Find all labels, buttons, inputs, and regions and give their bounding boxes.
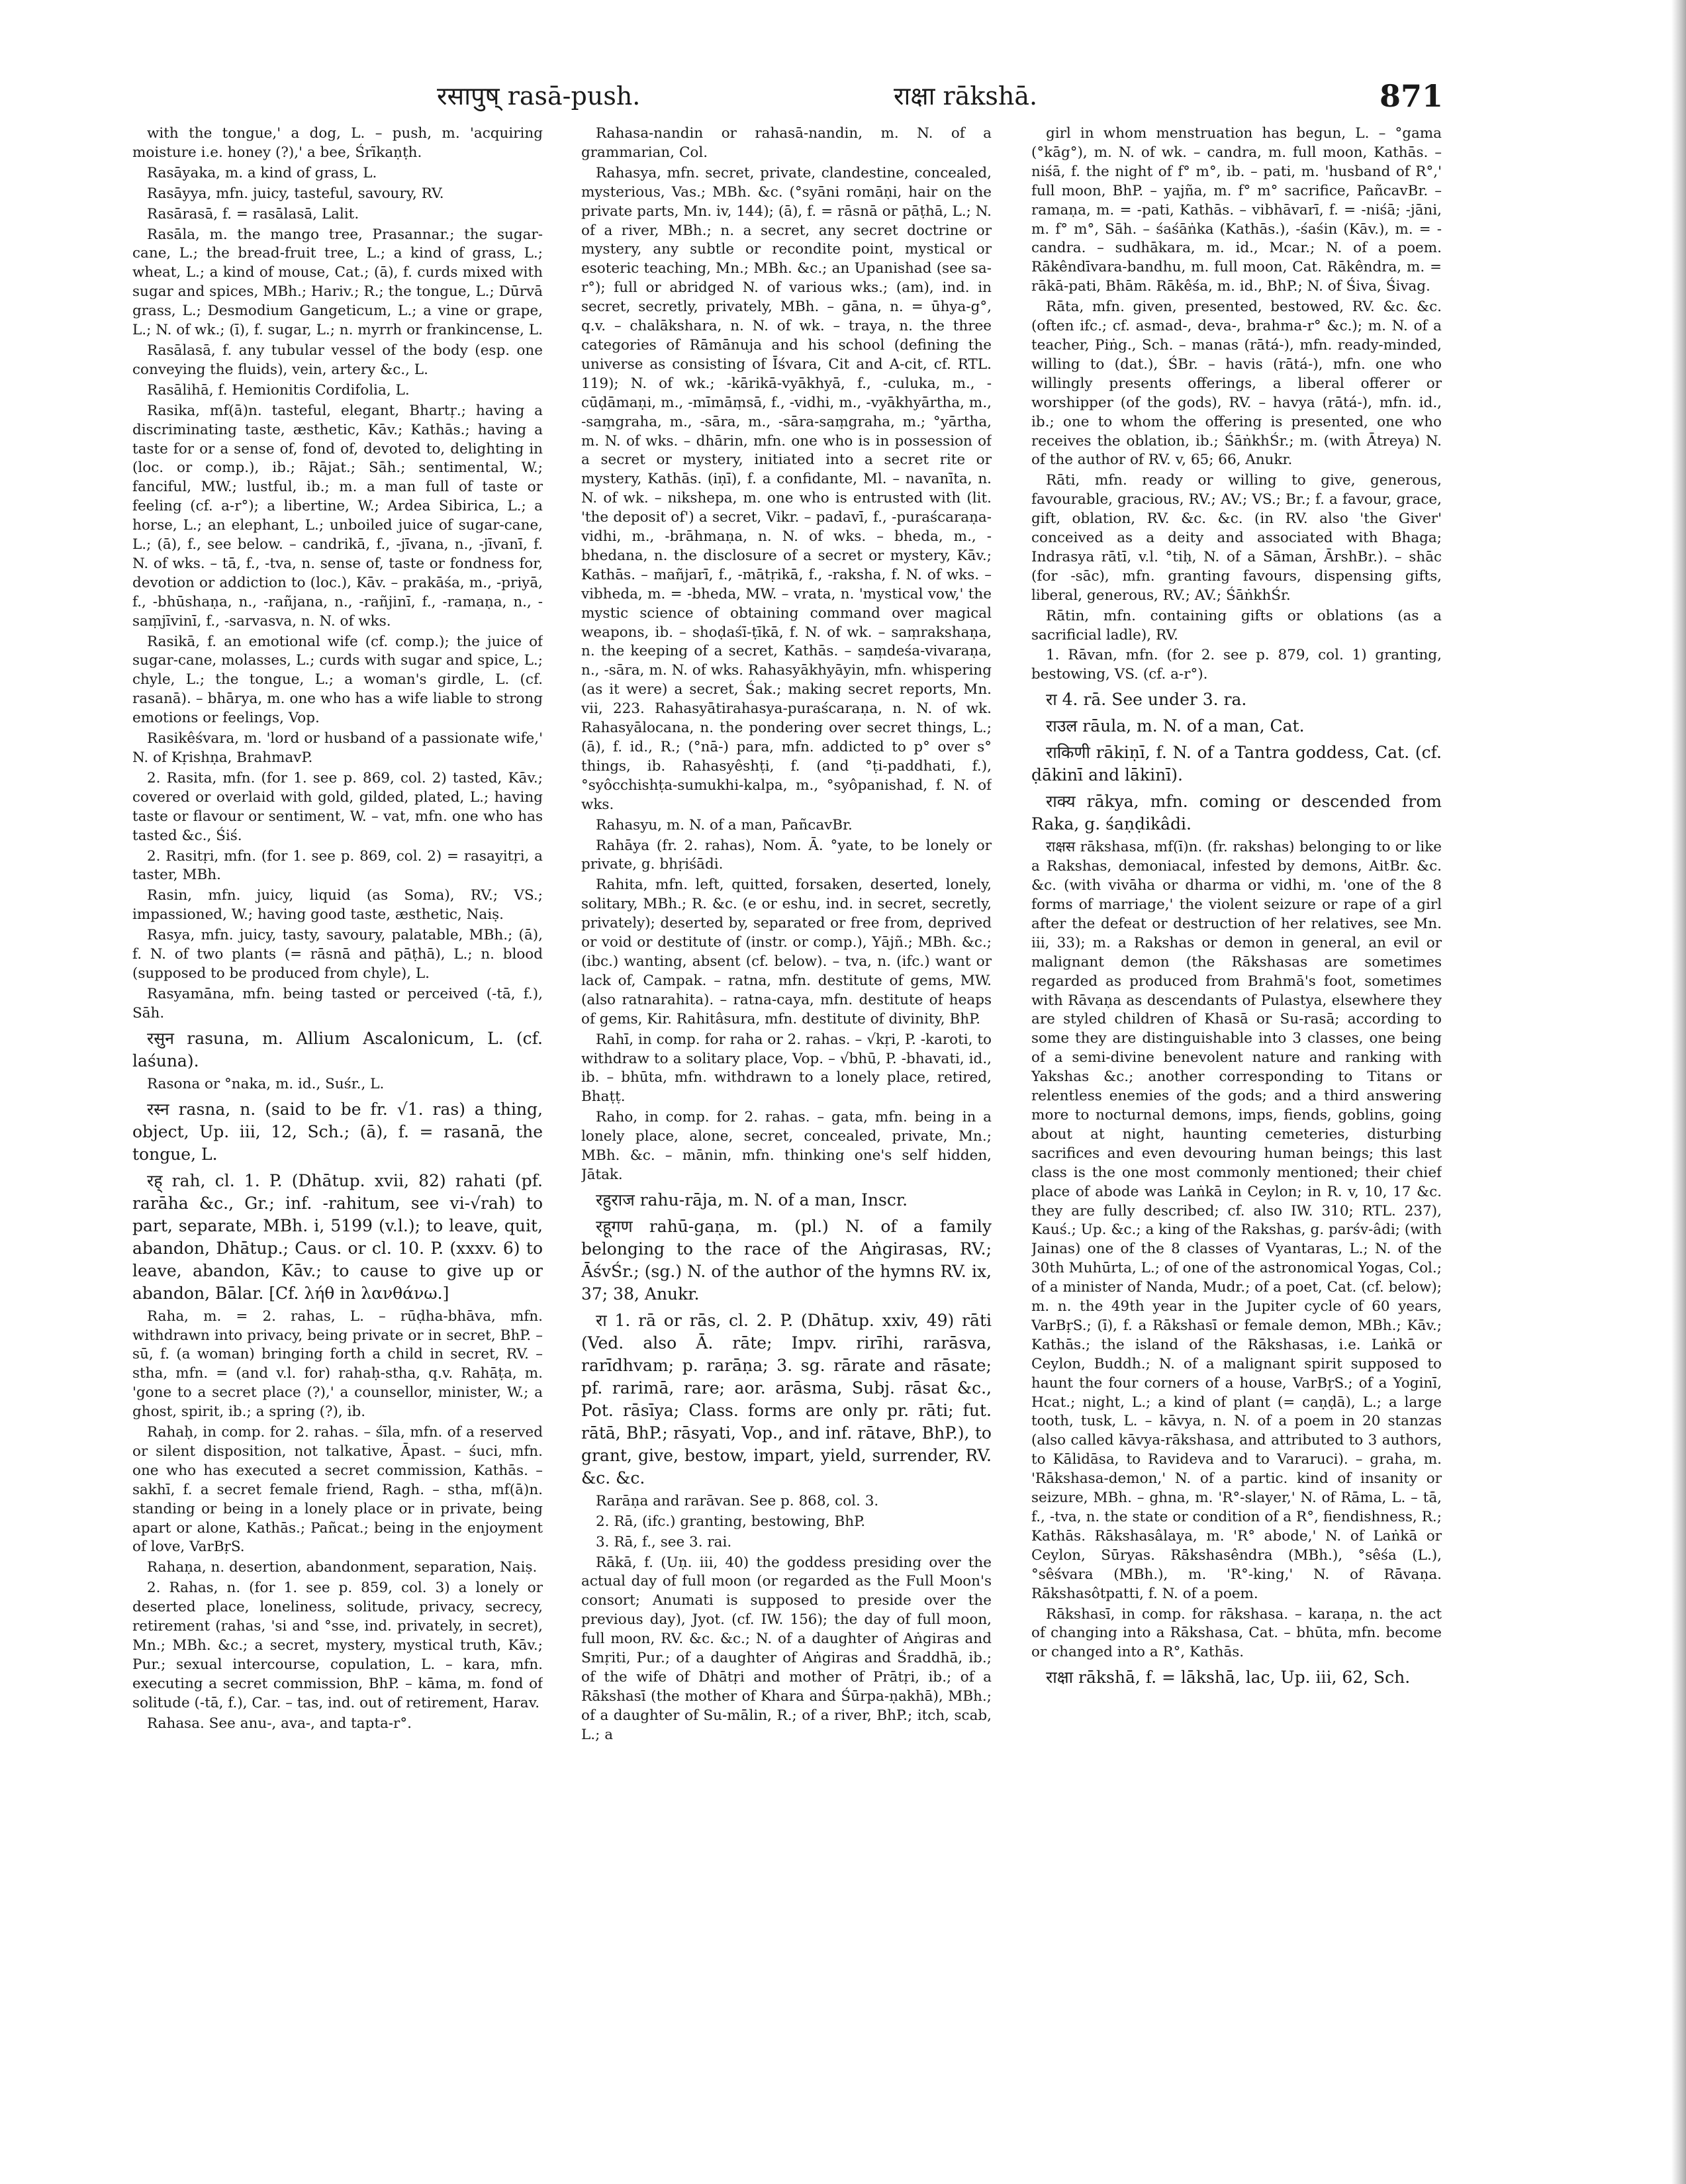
dictionary-entry: Rāti, mfn. ready or willing to give, generous, favourable, gracious, RV.; AV.; VS.; Br.; f. a favour, grace, gift, oblation, RV. &c. &c. (in RV. also 'the Giver' conceived as a deity and associated with Bhaga; Indrasya rātī, v.l. °tiḥ, N. of a Sāman, ĀrshBr.). – shāc (for -sāc), mfn. granting favours, dispensing gifts, liberal, generous, RV.; AV.; ŚāṅkhŚr. (1031, 472, 1442, 604)
dictionary-entry: Rasārasā, f. = rasālasā, Lalit. (147, 205, 359, 222)
headword-entry: राक्य rākya, mfn. coming or descended from Raka, g. śaṇḍikâdi. (1031, 792, 1442, 834)
dictionary-entry: Rahaṇa, n. desertion, abandonment, separation, Naiṣ. (147, 1559, 538, 1576)
dictionary-entry: Rahasa. See anu-, ava-, and tapta-r°. (147, 1715, 412, 1732)
dictionary-columns (132, 124, 1463, 2150)
dictionary-entry: with the tongue,' a dog, L. – push, m. 'acquiring moisture i.e. honey (?),' a bee, Śrīkaṇṭh. (132, 125, 543, 161)
headword-entry: रा 4. rā. See under 3. ra. (1046, 690, 1247, 710)
dictionary-entry: 2. Rahas, n. (for 1. see p. 859, col. 3) a lonely or deserted place, loneliness, solitude, privacy, secrecy, retirement (rahas, 'si and °sse, ind. privately, in secret), Mn.; MBh. &c.; a secret, mystery, mystical truth, Kāv.; Pur.; sexual intercourse, copulation, L. – kara, mfn. executing a secret commission, BhP. – kāma, m. fond of solitude (-tā, f.), Car. – tas, ind. out of retirement, Harav. (132, 1580, 543, 1711)
dictionary-entry: Rātin, mfn. containing gifts or oblations (as a sacrificial ladle), RV. (1031, 607, 1442, 643)
dictionary-entry: राक्षस rākshasa, mf(ī)n. (fr. rakshas) belonging to or like a Rakshas, demoniacal, infested by demons, AitBr. &c. &c. (with vivāha or dharma or vidhi, m. 'one of the 8 forms of marriage,' the violent seizure or rape of a girl after the defeat or destruction of her relatives, see Mn. iii, 33); m. a Rakshas or demon in general, an evil or malignant demon (the Rākshasas are sometimes regarded as produced from Brahmā's foot, sometimes with Rāvaṇa as descendants of Pulastya, elsewhere they are styled children of Khasā or Su-rasā; according to some they are distinguishable into 3 classes, one being of a semi-divine benevolent nature and ranking with Yakshas &c.; another corresponding to Titans or relentless enemies of the gods; and a third answering more to nocturnal demons, imps, fiends, goblins, going about at night, haunting cemeteries, disturbing sacrifices and even devouring human beings; this last class is the one most commonly mentioned; their chief place of abode was Laṅkā in Ceylon; in R. v, 10, 17 &c. they are fully described; cf. also IW. 310; RTL. 237), Kauś.; Up. &c.; a king of the Rakshas, g. parśv-âdi; (with Jainas) one of the 8 classes of Vyantaras, L.; N. of the 30th Muhūrta, L.; of one of the astronomical Yogas, Col.; of a minister of Nanda, Mudr.; of a poet, Cat. (cf. below); m. n. the 49th year in the Jupiter cycle of 60 years, VarBṛS.; (ī), f. a Rākshasī or female demon, MBh.; Kāv.; Kathās.; the island of the Rākshasas, i.e. Laṅkā or Ceylon, Buddh.; N. of a malignant spirit supposed to haunt the four corners of a house, VarBṛS.; of a Yoginī, Hcat.; night, L.; a kind of plant (= caṇḍā), L.; a large tooth, tusk, L. – kāvya, n. N. of a poem in 20 stanzas (also called kāvya-rākshasa, and attributed to 3 authors, to Kālidāsa, to Ravideva and to Vararuci). – graha, m. 'Rākshasa-demon,' N. of a partic. kind of insanity or seizure, MBh. – ghna, m. 'R°-slayer,' N. of Rāma, L. – tā, f., -tva, n. the state or condition of a R°, fiendishness, R.; Kathās. Rākshasâlaya, m. 'R° abode,' N. of Laṅkā or Ceylon, Sūryas. Rākshasêndra (MBh.), °sêśa (L.), °sêśvara (MBh.), m. 'R°-king,' N. of Rāvaṇa. Rākshasôtpatti, f. N. of a poem. (1031, 839, 1442, 1602)
dictionary-entry: Rasāyya, mfn. juicy, tasteful, savoury, RV. (147, 185, 444, 202)
dictionary-entry: Raho, in comp. for 2. rahas. – gata, mfn. being in a lonely place, alone, secret, concealed, private, Mn.; MBh. &c. – mānin, mfn. thinking one's self hidden, Jātak. (581, 1109, 992, 1183)
dictionary-entry: Rākshasī, in comp. for rākshasa. – karaṇa, n. the act of changing into a Rākshasa, Cat. – bhūta, mfn. become or changed into a R°, Kathās. (1031, 1605, 1442, 1661)
headword-entry: राक्षा rākshā, f. = lākshā, lac, Up. iii, 62, Sch. (1046, 1668, 1411, 1687)
column-right (1031, 124, 1442, 2150)
dictionary-entry: Rahāya (fr. 2. rahas), Nom. Ā. °yate, to be lonely or private, g. bhṛiśādi. (581, 837, 992, 873)
dictionary-entry: Rāta, mfn. given, presented, bestowed, RV. &c. &c. (often ifc.; cf. asmad-, deva-, brahma-r° &c.); m. N. of a teacher, Piṅg., Sch. – manas (rātá-), mfn. ready-minded, willing to (dat.), ŚBr. – havis (rātá-), mfn. one who willingly presents offerings, a liberal offerer or worshipper (of the gods), RV. – havya (rātá-), mfn. id., ib.; one to whom the offering is presented, one who receives the oblation, ib.; ŚāṅkhŚr.; m. (with Ātreya) N. of the author of RV. v, 65; 66, Anukr. (1031, 299, 1442, 469)
dictionary-entry: 2. Rā, (ifc.) granting, bestowing, BhP. (596, 1513, 866, 1530)
header-left-catchword: रसापुष् rasā-push. (437, 81, 641, 111)
dictionary-entry: Rasāyaka, m. a kind of grass, L. (147, 164, 377, 181)
page-header (132, 78, 1443, 120)
dictionary-entry: 2. Rasitṛi, mfn. (for 1. see p. 869, col. 2) = rasayitṛi, a taster, MBh. (132, 847, 543, 884)
headword-entry: रह् rah, cl. 1. P. (Dhātup. xvii, 82) rahati (pf. rarāha &c., Gr.; inf. -rahitum, see vi-√rah) to part, separate, MBh. i, 5199 (v.l.); to leave, quit, abandon, Dhātup.; Caus. or cl. 10. P. (xxxv. 6) to leave, abandon, Kāv.; to cause to give up or abandon, Bālar. [Cf. λήθ in λανθάνω.] (132, 1170, 543, 1303)
dictionary-entry: Rahaḥ, in comp. for 2. rahas. – śīla, mfn. of a reserved or silent disposition, not talkative, Āpast. – śuci, mfn. one who has executed a secret commission, Kathās. – sakhī, f. a secret female friend, Ragh. – stha, mf(ā)n. standing or being in a lonely place or in private, being apart or alone, Kathās.; Pañcat.; being in the enjoyment of love, VarBṛS. (132, 1424, 543, 1556)
dictionary-entry: Rasin, mfn. juicy, liquid (as Soma), RV.; VS.; impassioned, W.; having good taste, æsthetic, Naiṣ. (132, 887, 543, 924)
dictionary-entry: Rasikêśvara, m. 'lord or husband of a passionate wife,' N. of Kṛishṇa, BrahmavP. (132, 730, 543, 766)
dictionary-entry: Rasālihā, f. Hemionitis Cordifolia, L. (147, 381, 410, 399)
headword-entry: रस्न rasna, n. (said to be fr. √1. ras) a thing, object, Up. iii, 12, Sch.; (ā), f. = rasanā, the tongue, L. (132, 1099, 543, 1164)
header-right-catchword: राक्षा rākshā. (894, 81, 1038, 111)
dictionary-entry: Rahī, in comp. for raha or 2. rahas. – √kṛi, P. -karoti, to withdraw to a solitary place, Vop. – √bhū, P. -bhavati, id., ib. – bhūta, mfn. withdrawn to a lonely place, retired, Bhaṭṭ. (581, 1031, 992, 1106)
dictionary-entry: Raha, m. = 2. rahas, L. – rūḍha-bhāva, mfn. withdrawn into privacy, being private or in secret, BhP. – sū, f. (a woman) bringing forth a child in secret, RV. – stha, mfn. = (and v.l. for) rahaḥ-stha, q.v. Rahāṭa, m. 'gone to a secret place (?),' a counsellor, minister, W.; a ghost, spirit, ib.; a spring (?), ib. (132, 1307, 543, 1421)
headword-entry: रसुन rasuna, m. Allium Ascalonicum, L. (cf. laśuna). (132, 1028, 543, 1070)
dictionary-entry: Rasona or °naka, m. id., Suśr., L. (147, 1075, 385, 1092)
page-edge-shadow (1671, 0, 1686, 2184)
dictionary-entry: Rasālasā, f. any tubular vessel of the body (esp. one conveying the fluids), vein, artery &c., L. (132, 342, 543, 378)
dictionary-entry: Rahasya, mfn. secret, private, clandestine, concealed, mysterious, Vas.; MBh. &c. (°syāni romāṇi, hair on the private parts, Mn. iv, 144); (ā), f. = rāsnā or pāṭhā, L.; N. of a river, MBh.; n. a secret, any secret doctrine or mystery, any subtle or recondite point, mystical or esoteric teaching, Mn.; MBh. &c.; an Upanishad (see sa-r°); full or abridged N. of various wks.; (am), ind. in secret, secretly, privately, MBh. – gāna, n. = ūhya-g°, q.v. – chalākshara, n. N. of wk. – traya, n. the three categories of Rāmānuja and his school (defining the universe as consisting of Īśvara, Cit and A-cit, cf. RTL. 119); N. of wk.; -kārikā-vyākhyā, f., -culuka, m., -cūḍāmaṇi, m., -mīmāṃsā, f., -vidhi, m., -vyākhyārtha, m., -saṃgraha, m., -sāra, m., -sāra-saṃgraha, m.; °yārtha, m. N. of wks. – dhārin, mfn. one who is in possession of a secret or mystery, initiated into a secret rite or mystery, Kathās. (iṇī), f. a confidante, Ml. – navanīta, n. N. of wk. – nikshepa, m. one who is entrusted with (lit. 'the deposit of') a secret, Vikr. – padavī, f., -puraścaraṇa-vidhi, m., -brāhmaṇa, n. N. of wks. – bheda, m., -bhedana, n. the disclosure of a secret or mystery, Kāv.; Kathās. – mañjarī, f., -mātṛikā, f., -raksha, f. N. of wks. – vibheda, m. = -bheda, MW. – vrata, n. 'mystical vow,' the mystic science of obtaining command over magical weapons, ib. – shoḍaśī-ṭīkā, f. N. of wk. – saṃrakshaṇa, n. the keeping of a secret, Kathās. – saṃdeśa-vivaraṇa, n., -sāra, m. N. of wks. Rahasyākhyāyin, mfn. whispering (as it were) a secret, Śak.; making secret reports, Mn. vii, 223. Rahasyātirahasya-puraścaraṇa, n. N. of wk. Rahasyālocana, n. the pondering over secret things, L.; (ā), f. id., R.; (°nā-) para, mfn. addicted to p° over s° things, ib. Rahasyêshṭi, f. (and °ṭi-paddhati, f.), °syôcchishṭa-sumukhi-kalpa, m., °syôpanishad, f. N. of wks. (581, 164, 992, 813)
dictionary-entry: Rahasa-nandin or rahasā-nandin, m. N. of a grammarian, Col. (581, 125, 992, 161)
dictionary-entry: Rasāla, m. the mango tree, Prasannar.; the sugar-cane, L.; the bread-fruit tree, L.; a kind of grass, L.; wheat, L.; a kind of mouse, Cat.; (ā), f. curds mixed with sugar and spices, MBh.; Hariv.; R.; the tongue, L.; Dūrvā grass, L.; Desmodium Gangeticum, L.; a vine or grape, L.; N. of wk.; (ī), f. sugar, L.; n. myrrh or frankincense, L. (132, 226, 543, 339)
page-number: 871 (1379, 78, 1443, 114)
headword-entry: रहुराज rahu-rāja, m. N. of a man, Inscr. (596, 1190, 908, 1210)
dictionary-entry: 3. Rā, f., see 3. rai. (596, 1533, 732, 1550)
dictionary-entry: Rarāṇa and rarāvan. See p. 868, col. 3. (596, 1492, 879, 1509)
dictionary-entry: 2. Rasita, mfn. (for 1. see p. 869, col. 2) tasted, Kāv.; covered or overlaid with gold, gilded, plated, L.; having taste or flavour or sentiment, W. – vat, mfn. one who has tasted &c., Śiś. (132, 769, 543, 844)
headword-entry: राकिणी rākiṇī, f. N. of a Tantra goddess, Cat. (cf. ḍākinī and lākinī). (1031, 743, 1442, 785)
dictionary-entry: Rahita, mfn. left, quitted, forsaken, deserted, lonely, solitary, MBh.; R. &c. (e or eshu, ind. in secret, secretly, privately); deserted by, separated or free from, deprived or void or destitute of (instr. or comp.), Yājñ.; MBh. &c.; (ibc.) wanting, absent (cf. below). – tva, n. (ifc.) want or lack of, Campak. – ratna, mfn. destitute of gems, MW. (also ratnarahita). – ratna-caya, mfn. destitute of heaps of gems, Kir. Rahitâsura, mfn. destitute of divinity, BhP. (581, 877, 992, 1027)
dictionary-entry: Rasika, mf(ā)n. tasteful, elegant, Bhartṛ.; having a discriminating taste, æsthetic, Kāv.; Kathās.; having a taste for or a sense of, fond of, devoted to, delighting in (loc. or comp.), ib.; Rājat.; Sāh.; sentimental, W.; fanciful, MW.; lustful, ib.; m. a man full of taste or feeling (cf. a-r°); a libertine, W.; Ardea Sibirica, L.; a horse, L.; an elephant, L.; unboiled juice of sugar-cane, L.; (ā), f., see below. – candrikā, f., -jīvana, n., -jīvanī, f. N. of wks. – tā, f., -tva, n. sense of, taste or fondness for, devotion or addiction to (loc.), Kāv. – prakāśa, m., -priyā, f., -bhūshaṇa, n., -rañjana, n., -rañjinī, f., -ramaṇa, n., -saṃjīvinī, f., -sarvasva, n. N. of wks. (132, 402, 543, 630)
dictionary-entry: 1. Rāvan, mfn. (for 2. see p. 879, col. 1) granting, bestowing, VS. (cf. a-r°). (1031, 647, 1442, 683)
headword-entry: रा 1. rā or rās, cl. 2. P. (Dhātup. xxiv, 49) rāti (Ved. also Ā. rāte; Impv. rirīhi, rarāsva, rarīdhvam; p. rarāṇa; 3. sg. rārate and rāsate; pf. rarimā, rare; aor. arāsma, Subj. rāsat &c., Pot. rāsīya; Class. forms are only pr. rāti; fut. rātā, BhP.; rāsyati, Vop., and inf. rātave, BhP.), to grant, give, bestow, impart, yield, surrender, RV. &c. &c. (581, 1310, 992, 1488)
column-left (132, 124, 543, 2150)
headword-entry: रहूगण rahū-gaṇa, m. (pl.) N. of a family belonging to the race of the Aṅgirasas, RV.; ĀśvŚr.; (sg.) N. of the author of the hymns RV. ix, 37; 38, Anukr. (581, 1216, 992, 1304)
dictionary-entry: Rasyamāna, mfn. being tasted or perceived (-tā, f.), Sāh. (132, 985, 543, 1021)
headword-entry: राउल rāula, m. N. of a man, Cat. (1046, 716, 1305, 736)
dictionary-entry: Rasikā, f. an emotional wife (cf. comp.); the juice of sugar-cane, molasses, L.; curds with sugar and spice, L.; chyle, L.; the tongue, L.; a woman's girdle, L. (cf. rasanā). – bhārya, m. one who has a wife liable to strong emotions or feelings, Vop. (132, 633, 543, 727)
dictionary-entry: girl in whom menstruation has begun, L. – °gama (°kāg°), m. N. of wk. – candra, m. full moon, Kathās. – niśā, f. the night of f° m°, ib. – pati, m. 'husband of R°,' full moon, BhP. – yajña, m. f° m° sacrifice, PañcavBr. – ramaṇa, m. = -pati, Kathās. – vibhāvarī, f. = -niśā; -jāni, m. f° m°, Sāh. – śaśāṅka (Kathās.), -śaśin (Kāv.), m. = -candra. – sudhākara, m. id., Mcar.; N. of a poem. Rākêndīvara-bandhu, m. full moon, Cat. Rākêndra, m. = rākā-pati, Bhām. Rākêśa, m. id., BhP.; N. of Śiva, Śivag. (1031, 125, 1442, 295)
column-middle (581, 124, 992, 2150)
dictionary-entry: Rasya, mfn. juicy, tasty, savoury, palatable, MBh.; (ā), f. N. of two plants (= rāsnā and pāṭhā), L.; n. blood (supposed to be produced from chyle), L. (132, 927, 543, 982)
dictionary-entry: Rākā, f. (Uṇ. iii, 40) the goddess presiding over the actual day of full moon (or regarded as the Full Moon's consort; Anumati is supposed to preside over the previous day), Jyot. (cf. IW. 156); the day of full moon, full moon, RV. &c. &c.; N. of a daughter of Aṅgiras and Smṛiti, Pur.; of a daughter of Aṅgiras and Śraddhā, ib.; of the wife of Dhātṛi and mother of Prātṛi, ib.; of a Rākshasī (the mother of Khara and Śūrpa-ṇakhā), MBh.; of a daughter of Su-mālin, R.; of a river, BhP.; itch, scab, L.; a (581, 1554, 992, 1743)
dictionary-entry: Rahasyu, m. N. of a man, PañcavBr. (596, 816, 853, 833)
